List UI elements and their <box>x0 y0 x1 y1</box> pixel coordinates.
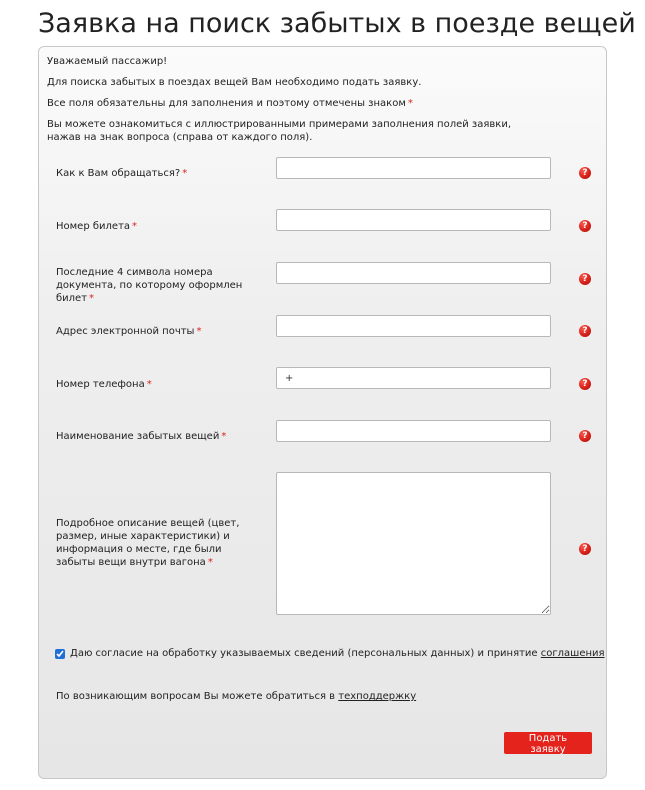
description-label-text: Подробное описание вещей (цвет, размер, иные характеристики) и информация о месте, где были забыты вещи внутри вагона <box>56 518 240 568</box>
consent-row <box>55 647 605 660</box>
submit-button[interactable]: Подать заявку <box>504 732 592 754</box>
intro-greeting: Уважаемый пассажир! <box>47 56 168 67</box>
ticket-label <box>56 220 266 233</box>
required-mark: * <box>207 557 213 568</box>
items-help-icon[interactable]: ? <box>579 430 591 442</box>
ticket-label-text: Номер билета <box>56 221 131 232</box>
description-help-icon[interactable]: ? <box>579 543 591 555</box>
name-label-text: Как к Вам обращаться? <box>56 168 181 179</box>
required-mark: * <box>146 379 152 390</box>
support-row <box>56 690 416 703</box>
document-help-icon[interactable]: ? <box>579 273 591 285</box>
required-mark: * <box>221 431 227 442</box>
consent-text: Даю согласие на обработку указываемых сведений (персональных данных) и принятие <box>70 648 538 659</box>
name-help-icon[interactable]: ? <box>579 167 591 179</box>
items-name-input[interactable] <box>276 420 551 442</box>
ticket-help-icon[interactable]: ? <box>579 220 591 232</box>
intro-line-1: Для поиска забытых в поездах вещей Вам необходимо подать заявку. <box>47 77 422 88</box>
intro-line-2-text: Все поля обязательны для заполнения и поэтому отмечены знаком <box>47 98 406 109</box>
email-label-text: Адрес электронной почты <box>56 326 195 337</box>
document-label <box>56 266 266 305</box>
required-mark: * <box>407 98 413 109</box>
ticket-number-input[interactable] <box>276 209 551 231</box>
description-textarea[interactable] <box>276 472 551 615</box>
phone-label <box>56 378 266 391</box>
phone-input[interactable] <box>276 367 551 389</box>
document-label-text: Последние 4 символа номера документа, по которому оформлен билет <box>56 267 243 304</box>
items-label-text: Наименование забытых вещей <box>56 431 220 442</box>
request-form-panel <box>38 46 607 779</box>
support-text: По возникающим вопросам Вы можете обратиться в <box>56 691 336 702</box>
name-input[interactable] <box>276 157 551 179</box>
consent-checkbox[interactable] <box>55 649 65 659</box>
required-mark: * <box>182 168 188 179</box>
intro-text <box>47 55 527 152</box>
description-label <box>56 517 246 569</box>
intro-line-3: Вы можете ознакомиться с иллюстрированными примерами заполнения полей заявки, нажав на знак вопроса (справа от каждого поля). <box>47 119 511 143</box>
name-label <box>56 167 266 180</box>
document-digits-input[interactable] <box>276 262 551 284</box>
agreement-link[interactable]: соглашения <box>540 648 605 659</box>
email-input[interactable] <box>276 315 551 337</box>
phone-help-icon[interactable]: ? <box>579 378 591 390</box>
items-label <box>56 430 266 443</box>
phone-label-text: Номер телефона <box>56 379 145 390</box>
required-mark: * <box>132 221 138 232</box>
required-mark: * <box>89 293 95 304</box>
page-title: Заявка на поиск забытых в поезде вещей <box>38 8 636 39</box>
email-help-icon[interactable]: ? <box>579 325 591 337</box>
intro-line-2 <box>47 97 527 110</box>
required-mark: * <box>196 326 202 337</box>
support-link[interactable]: техподдержку <box>338 691 417 702</box>
email-label <box>56 325 266 338</box>
